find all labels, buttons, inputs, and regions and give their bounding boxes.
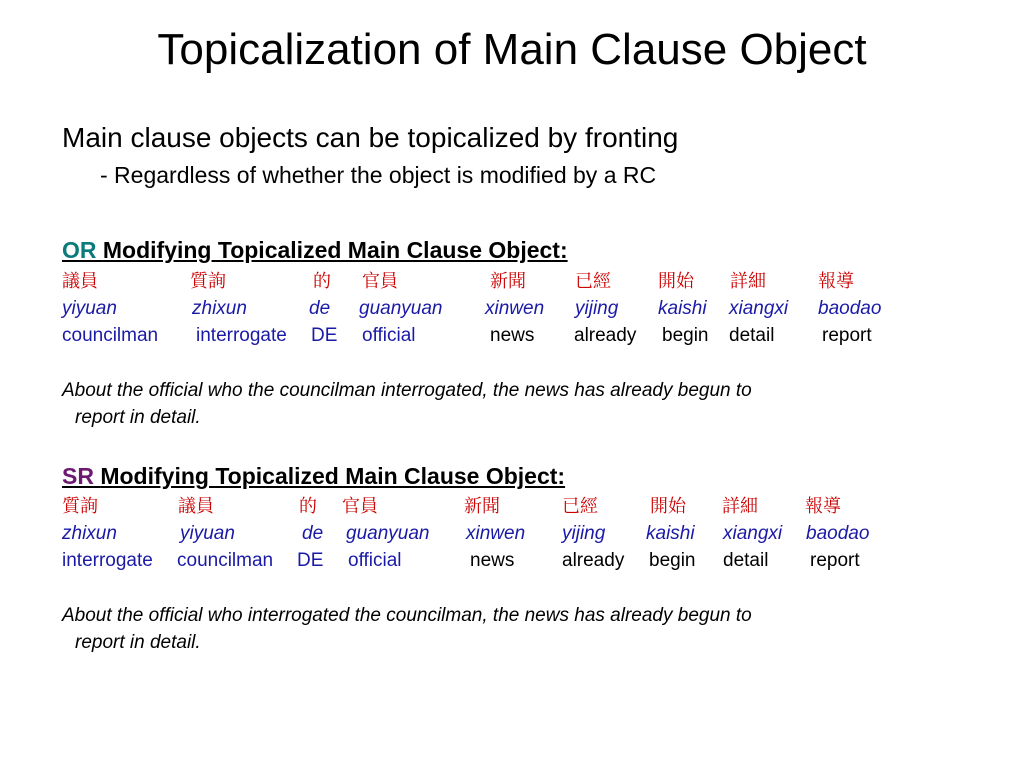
or-english-word: already [574,325,637,346]
or-english-word: official [362,325,416,346]
or-hanzi-word: 質詢 [190,271,226,292]
sr-translation-line-1: About the official who interrogated the councilman, the news has already begun to [62,605,752,626]
or-english-word: news [490,325,535,346]
sr-pinyin-word: yijing [562,523,606,544]
or-pinyin-word: xinwen [485,298,545,319]
sr-heading-text: Modifying Topicalized Main Clause Object: [100,463,566,489]
sr-hanzi-word: 已經 [562,496,598,517]
sr-english-word: councilman [177,550,274,571]
sr-hanzi-word: 官員 [342,496,378,517]
sr-hanzi-word: 詳細 [722,496,758,517]
or-pinyin-row [0,296,1024,322]
sr-hanzi-word: 質詢 [62,496,98,517]
or-hanzi-word: 官員 [362,271,398,292]
sr-pinyin-word: zhixun [62,523,117,544]
or-pinyin-word: guanyuan [359,298,443,319]
or-translation [62,377,922,431]
or-english-word: DE [311,325,338,346]
or-translation-line-2: report in detail. [75,407,201,428]
sr-pinyin-row [0,521,1024,547]
sr-english-word: already [562,550,625,571]
or-hanzi-row [0,269,1024,295]
sr-pinyin-word: kaishi [646,523,695,544]
or-pinyin-word: yiyuan [62,298,117,319]
or-hanzi-word: 報導 [818,271,854,292]
sr-english-word: report [810,550,860,571]
sr-pinyin-word: guanyuan [346,523,430,544]
or-pinyin-word: baodao [818,298,882,319]
intro-lead: Main clause objects can be topicalized by fronting [62,122,679,153]
sr-translation-line-2: report in detail. [75,632,201,653]
sr-english-word: news [470,550,515,571]
sr-tag: SR [62,463,94,489]
or-tag: OR [62,237,97,263]
or-english-row [0,323,1024,349]
or-english-word: councilman [62,325,159,346]
sr-hanzi-word: 報導 [805,496,841,517]
sr-hanzi-word: 新聞 [464,496,500,517]
or-pinyin-word: kaishi [658,298,707,319]
sr-hanzi-word: 開始 [650,496,686,517]
sr-english-word: begin [649,550,696,571]
sr-hanzi-word: 議員 [178,496,214,517]
sr-english-word: official [348,550,402,571]
slide-title: Topicalization of Main Clause Object [157,25,867,74]
or-english-word: begin [662,325,709,346]
sr-english-word: DE [297,550,324,571]
or-hanzi-word: 的 [313,271,331,292]
sr-pinyin-word: yiyuan [180,523,235,544]
sr-pinyin-word: xinwen [466,523,526,544]
or-pinyin-word: zhixun [192,298,247,319]
or-heading [62,236,568,264]
sr-pinyin-word: xiangxi [723,523,783,544]
sr-pinyin-word: de [302,523,324,544]
or-translation-line-1: About the official who the councilman interrogated, the news has already begun to [62,380,752,401]
intro-sub: - Regardless of whether the object is modified by a RC [100,162,657,188]
sr-translation [62,602,922,656]
or-pinyin-word: yijing [575,298,619,319]
sr-english-row [0,548,1024,574]
or-hanzi-word: 詳細 [730,271,766,292]
or-pinyin-word: xiangxi [729,298,789,319]
or-pinyin-word: de [309,298,331,319]
or-hanzi-word: 開始 [658,271,694,292]
or-heading-text: Modifying Topicalized Main Clause Object: [102,237,568,263]
or-hanzi-word: 議員 [62,271,98,292]
sr-heading [62,462,565,490]
or-english-word: detail [729,325,775,346]
or-english-word: interrogate [196,325,287,346]
sr-hanzi-word: 的 [299,496,317,517]
or-hanzi-word: 新聞 [490,271,526,292]
or-english-word: report [822,325,872,346]
or-hanzi-word: 已經 [575,271,611,292]
sr-hanzi-row [0,494,1024,520]
sr-pinyin-word: baodao [806,523,870,544]
sr-english-word: detail [723,550,769,571]
sr-english-word: interrogate [62,550,153,571]
